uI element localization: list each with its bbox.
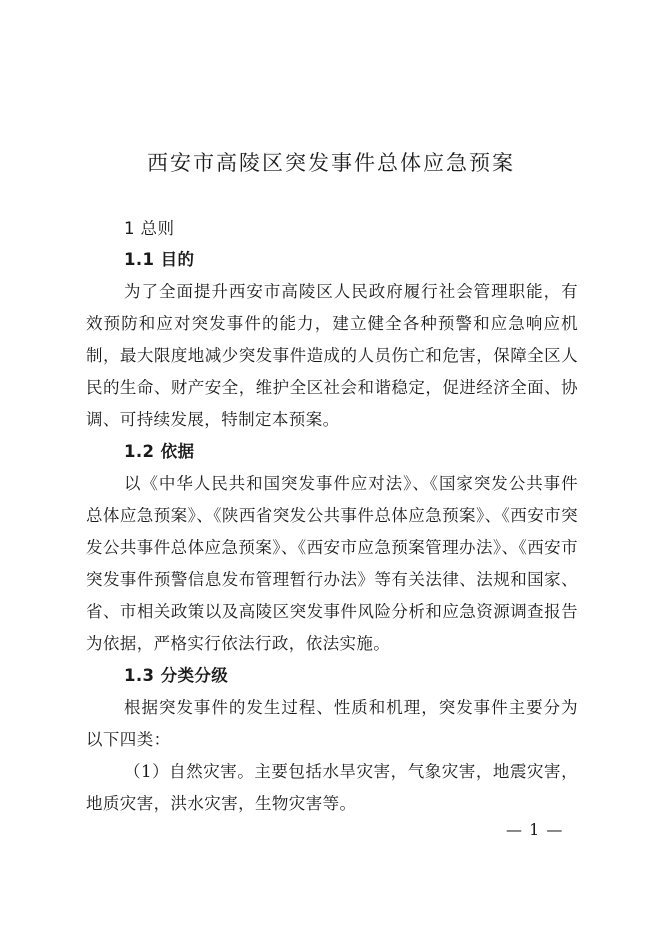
heading-basis: 1.2 依据 <box>124 442 195 461</box>
page-number: — 1 — <box>506 820 564 839</box>
document-title: 西安市高陵区突发事件总体应急预案 <box>147 151 515 175</box>
paragraph-natural-disasters: （1）自然灾害。主要包括水旱灾害，气象灾害，地震灾害，地质灾害，洪水灾害，生物灾害等。 <box>86 762 578 813</box>
heading-general-principles: 1 总则 <box>124 219 175 238</box>
document-body <box>86 214 578 820</box>
heading-purpose: 1.1 目的 <box>124 250 195 269</box>
paragraph-purpose: 为了全面提升西安市高陵区人民政府履行社会管理职能，有效预防和应对突发事件的能力，建立健全各种预警和应急响应机制，最大限度地减少突发事件造成的人员伤亡和危害，保障全区人民的生命、财产安全，维护全区社会和谐稳定，促进经济全面、协调、可持续发展，特制定本预案。 <box>86 282 578 429</box>
paragraph-classification-intro: 根据突发事件的发生过程、性质和机理，突发事件主要分为以下四类： <box>86 698 578 749</box>
paragraph-basis: 以《中华人民共和国突发事件应对法》、《国家突发公共事件总体应急预案》、《陕西省突发公共事件总体应急预案》、《西安市突发公共事件总体应急预案》、《西安市应急预案管理办法》、《西安市突发事件预警信息发布管理暂行办法》等有关法律、法规和国家、省、市相关政策以及高陵区突发事件风险分析和应急资源调查报告为依据，严格实行依法行政，依法实施。 <box>86 474 578 653</box>
heading-classification: 1.3 分类分级 <box>124 666 229 685</box>
